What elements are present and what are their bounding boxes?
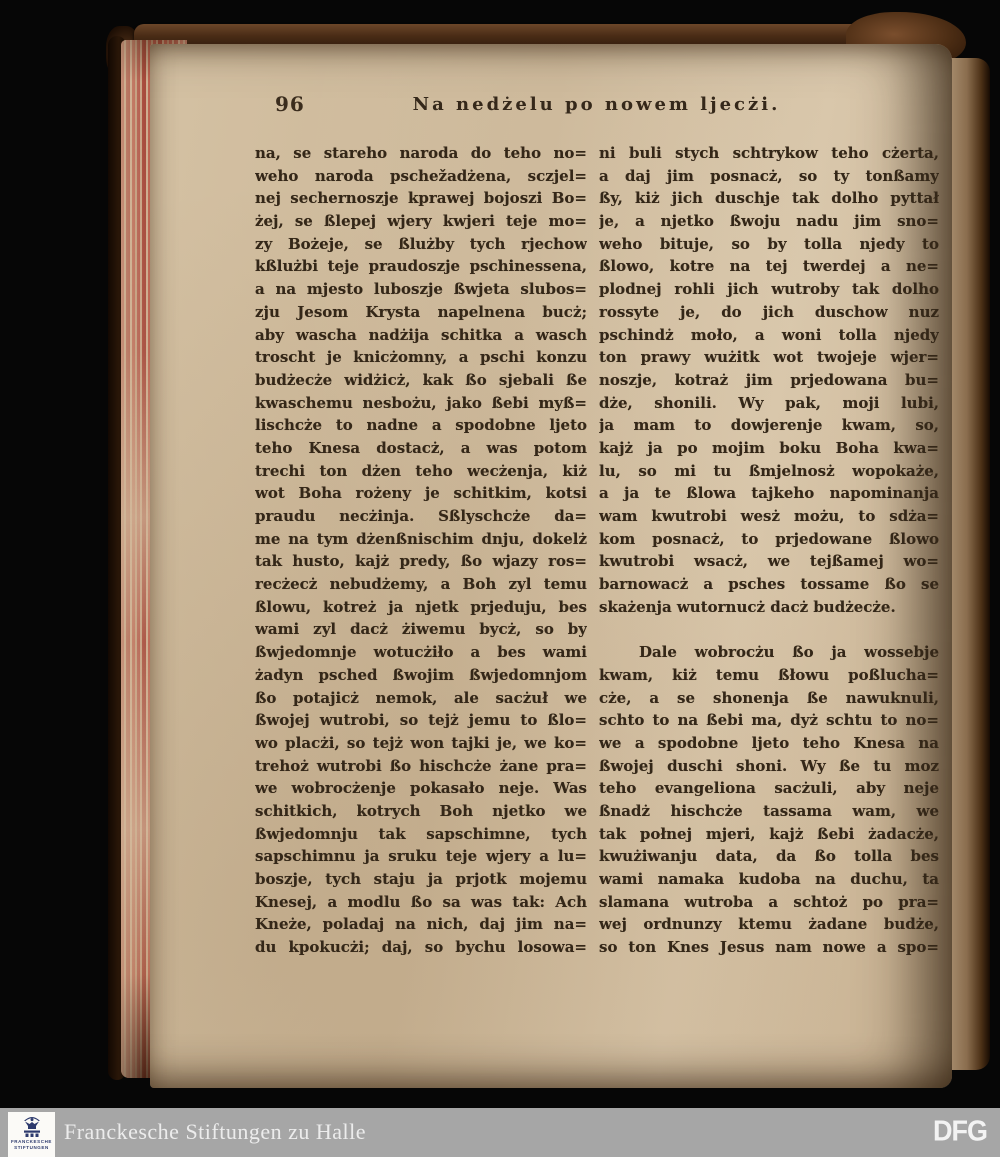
text-line: ßy, kiż jich duschje tak dolho pyttał — [599, 189, 939, 208]
text-line: zy Bożeje, se ßlużby tych rjechow — [255, 234, 587, 253]
text-line: kßlużbi teje praudoszje pschinessena, — [255, 257, 587, 276]
page-number: 96 — [275, 92, 305, 116]
library-footer-bar — [0, 1108, 1000, 1157]
text-line: żej, se ßlepej wjery kwjeri teje mo= — [255, 212, 587, 231]
page-content — [150, 44, 952, 1088]
text-line: wami zyl dacż żiwemu bycż, so by — [255, 620, 587, 639]
text-line: kwutrobi wsacż, we tejßamej wo= — [599, 552, 939, 571]
text-line: a ja te ßlowa tajkeho napominanja — [599, 484, 939, 503]
franckesche-stiftungen-logo — [8, 1112, 55, 1157]
text-line: ni buli stych schtrykow teho cżerta, — [599, 144, 939, 162]
text-line: Knesej, a modlu ßo sa was tak: Ach — [255, 892, 587, 911]
book-gutter-edge — [948, 58, 990, 1070]
text-line: boszje, tych staju ja prjotk mojemu — [255, 870, 587, 888]
text-line: ja mam to dowjerenje kwam, so, — [599, 416, 939, 435]
text-line: kwaschemu nesbożu, jako ßebi myß= — [255, 393, 587, 412]
text-line: trehoż wutrobi ßo hischcże żane pra= — [255, 756, 587, 775]
text-line: me na tym dżenßnischim dnju, dokelż — [255, 529, 587, 548]
text-line: dże, shonili. Wy pak, moji lubi, — [599, 393, 939, 412]
running-title: Na nedżelu po nowem ljecżi. — [412, 94, 781, 115]
text-line: wo placżi, so tejż won tajki je, we ko= — [255, 733, 587, 752]
text-line: ton prawy wużitk wot twojeje wjer= — [599, 348, 939, 367]
logo-caption-line2: STIFTUNGEN — [14, 1145, 49, 1150]
text-line: a daj jim posnacż, so ty tonßamy — [599, 166, 939, 185]
text-line: Dale wobrocżu ßo ja wossebje — [639, 643, 939, 662]
text-line: we wobrocżenje pokasało neje. Was — [255, 779, 587, 798]
text-line: żadyn psched ßwojim ßwjedomnjom — [255, 665, 587, 684]
text-line: ßlowo, kotre na tej twerdej a ne= — [599, 257, 939, 276]
text-line: budżecże widżicż, kak ßo sjebali ße — [255, 370, 587, 389]
text-line: skażenja wutornucż dacż budżecże. — [599, 597, 896, 616]
text-line: ßwjedomnje wotucżiło a bes wami — [255, 643, 587, 662]
text-line: ßwjedomnju tak sapschimne, tych — [255, 824, 587, 843]
text-line: wej ordnunzy ktemu żadane budże, — [599, 915, 939, 934]
text-line: ßnadż hischcże tassama wam, we — [599, 801, 939, 820]
text-line: sapschimnu ja sruku teje wjery a lu= — [255, 847, 587, 866]
text-line: plodnej rohli jich wutroby tak dolho — [599, 280, 939, 299]
text-line: na, se stareho naroda do teho no= — [255, 144, 587, 162]
text-line: kwam, kiż temu ßłowu poßlucha= — [599, 665, 939, 684]
text-line: Kneże, poladaj na nich, daj jim na= — [255, 915, 587, 934]
text-line: praudu necżinja. Sßlyschcże da= — [255, 507, 587, 525]
logo-caption-line1: FRANCKESCHE — [10, 1139, 53, 1144]
text-line: wami namaka kudoba na duchu, ta — [599, 870, 939, 888]
text-line: lu, so mi tu ßmjelnosż wopokaże, — [599, 461, 939, 480]
text-line: kom posnacż, to prjedowane ßlowo — [599, 529, 939, 548]
text-line: recżecż nebudżemy, a Boh zyl temu — [255, 575, 587, 594]
text-line: schto to na ßebi ma, dyż schtu to no= — [599, 711, 939, 730]
text-line: tak połnej mjeri, kajż ßebi żadacże, — [599, 824, 939, 843]
text-line: trechi ton dżen teho wecżenja, kiż — [255, 461, 587, 480]
text-line: ßwojej duschi shoni. Wy ße tu moz — [599, 756, 939, 775]
institution-name: Franckesche Stiftungen zu Halle — [64, 1119, 367, 1144]
text-line: ßwojej wutrobi, so tejż jemu to ßlo= — [255, 711, 587, 730]
dfg-logo: DFG — [933, 1115, 987, 1147]
text-line: pschindż moło, a woni tolla njedy — [599, 325, 939, 344]
text-line: slamana wutroba a schtoż po pra= — [599, 892, 939, 911]
text-line: lischcże to nadne a spodobne ljeto — [255, 416, 587, 435]
text-line: rossyte je, do jich duschow nuz — [599, 302, 939, 321]
text-line: zju Jesom Krysta napelnena bucż; — [255, 302, 587, 321]
text-line: tak husto, kajż predy, ßo wjazy ros= — [255, 552, 587, 571]
text-line: je, a njetko ßwoju nadu jim sno= — [599, 212, 939, 231]
text-column-right — [599, 144, 939, 961]
text-line: ßo potajicż nemok, ale sacżuł we — [255, 688, 587, 707]
text-line — [599, 620, 939, 643]
orphanage-eagle-icon — [22, 1115, 42, 1137]
text-line: teho evangeliona sacżuli, aby neje — [599, 779, 939, 798]
text-line: barnowacż a psches tossame ßo se — [599, 575, 939, 594]
text-line: wot Boha rożeny je schitkim, kotsi — [255, 484, 587, 503]
text-line: schitkich, kotrych Boh njetko we — [255, 801, 587, 820]
text-column-left — [255, 144, 587, 961]
text-line: du kpokucżi; daj, so bychu losowa= — [255, 938, 587, 957]
book-page — [150, 44, 952, 1088]
text-line: a na mjesto luboszje ßwjeta slubos= — [255, 280, 587, 299]
text-line: wam kwutrobi wesż możu, to sdża= — [599, 507, 939, 525]
text-line: cże, a se shonenja ße nawuknuli, — [599, 688, 939, 707]
text-line: weho naroda pschežadżena, sczjel= — [255, 166, 587, 185]
text-line: noszje, kotraż jim prjedowana bu= — [599, 370, 939, 389]
text-line: weho bituje, so by tolla njedy to — [599, 234, 939, 253]
text-line: ßlowu, kotreż ja njetk prjeduju, bes — [255, 597, 587, 616]
logo-caption — [11, 1139, 52, 1151]
text-line: teho Knesa dostacż, a was potom — [255, 438, 587, 457]
text-line: so ton Knes Jesus nam nowe a spo= — [599, 938, 939, 957]
text-line: kwużiwanju data, da ßo tolla bes — [599, 847, 939, 866]
text-line: kajż ja po mojim boku Boha kwa= — [599, 438, 939, 457]
text-line: nej sechernoszje kprawej bojoszi Bo= — [255, 189, 587, 208]
text-line: aby wascha nadżija schitka a wasch — [255, 325, 587, 344]
text-line: troscht je knicżomny, a pschi konzu — [255, 348, 587, 367]
text-line: we a spodobne ljeto teho Knesa na — [599, 733, 939, 752]
